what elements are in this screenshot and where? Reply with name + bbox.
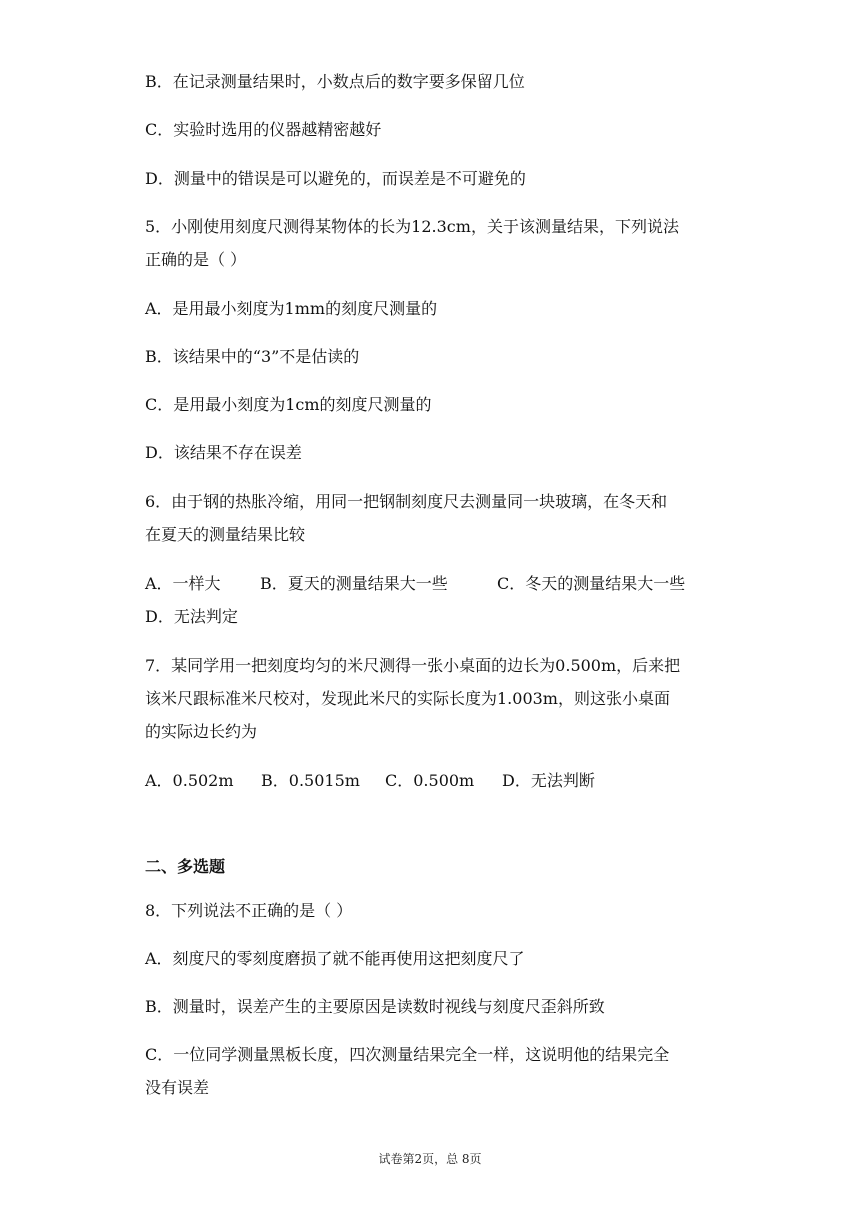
q4-option-d: D．测量中的错误是可以避免的，而误差是不可避免的	[145, 169, 526, 188]
q7-options-row	[145, 771, 645, 791]
q8-stem: 8．下列说法不正确的是（ ）	[145, 901, 353, 920]
q5-option-c: C．是用最小刻度为1cm的刻度尺测量的	[145, 395, 432, 414]
page-footer: 试卷第2页，总 8页	[378, 1152, 482, 1166]
q5-stem-line2: 正确的是（ ）	[145, 250, 247, 269]
q4-option-b: B．在记录测量结果时，小数点后的数字要多保留几位	[145, 72, 525, 91]
q5-option-d: D．该结果不存在误差	[145, 443, 302, 462]
q6-stem-line1: 6．由于钢的热胀冷缩，用同一把钢制刻度尺去测量同一块玻璃，在冬天和	[145, 492, 668, 511]
q7-stem-line2: 该米尺跟标准米尺校对，发现此米尺的实际长度为1.003m，则这张小桌面	[145, 689, 670, 708]
q6-options-row	[145, 574, 745, 594]
q6-option-b: B．夏天的测量结果大一些	[260, 574, 448, 593]
q8-option-c-line2: 没有误差	[145, 1078, 210, 1097]
section-2-title: 二、多选题	[145, 857, 226, 876]
q5-option-a: A．是用最小刻度为1mm的刻度尺测量的	[145, 299, 438, 318]
q6-option-d: D．无法判定	[145, 607, 238, 626]
q6-option-c: C．冬天的测量结果大一些	[497, 574, 686, 593]
q7-option-b: B．0.5015m	[261, 771, 360, 790]
q5-stem-line1: 5．小刚使用刻度尺测得某物体的长为12.3cm，关于该测量结果，下列说法	[145, 217, 679, 236]
q6-stem-line2: 在夏天的测量结果比较	[145, 525, 306, 544]
q5-option-b: B．该结果中的“3”不是估读的	[145, 347, 360, 366]
q7-stem-line1: 7．某同学用一把刻度均匀的米尺测得一张小桌面的边长为0.500m，后来把	[145, 656, 681, 675]
q7-option-c: C．0.500m	[385, 771, 475, 790]
q7-stem-line3: 的实际边长约为	[145, 722, 258, 741]
q7-option-a: A．0.502m	[145, 771, 234, 790]
q8-option-a: A．刻度尺的零刻度磨损了就不能再使用这把刻度尺了	[145, 949, 525, 968]
q8-option-c-line1: C．一位同学测量黑板长度，四次测量结果完全一样，这说明他的结果完全	[145, 1045, 670, 1064]
q4-option-c: C．实验时选用的仪器越精密越好	[145, 120, 382, 139]
q7-option-d: D．无法判断	[502, 771, 595, 790]
q6-option-a: A．一样大	[145, 574, 221, 593]
q8-option-b: B．测量时，误差产生的主要原因是读数时视线与刻度尺歪斜所致	[145, 997, 605, 1016]
